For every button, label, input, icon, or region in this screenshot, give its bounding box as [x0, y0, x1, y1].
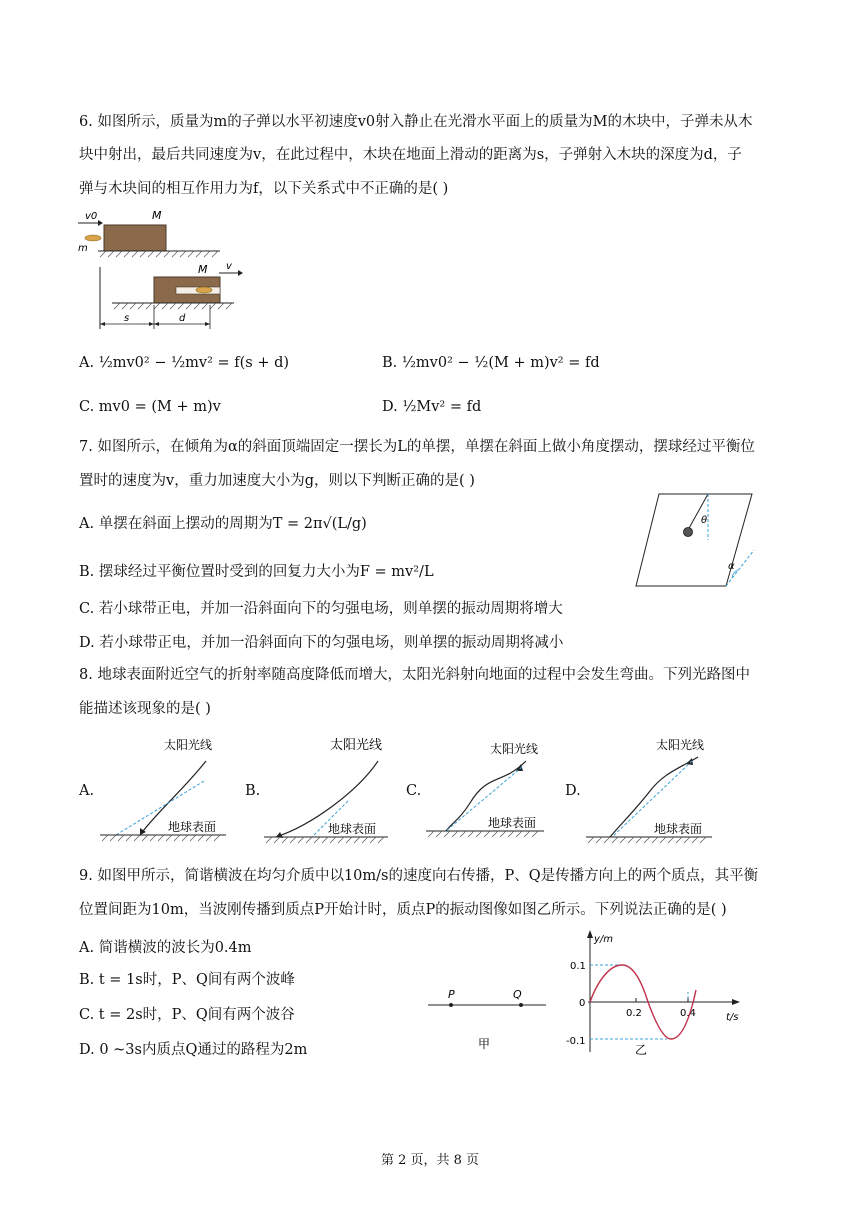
q8-b-ground-label: 地球表面 — [328, 822, 377, 836]
q6-stem-line1: 6. 如图所示，质量为m的子弹以水平初速度v0射入静止在光滑水平面上的质量为M的木块中，子弹未从木 — [79, 114, 753, 130]
q9-figure-yi — [560, 928, 746, 1058]
q8-option-a-letter[interactable]: A. — [79, 783, 95, 799]
q6-option-a[interactable]: A. ½mv0² − ½mv² = f(s + d) — [79, 355, 290, 371]
q6-label-M-top: M — [152, 209, 162, 222]
q8-option-d-letter[interactable]: D. — [565, 783, 581, 799]
q9-label-P: P — [448, 988, 455, 1001]
q9-x-tick-02: 0.2 — [626, 1008, 642, 1019]
q9-y-tick-top: 0.1 — [570, 961, 586, 972]
q9-x-tick-04: 0.4 — [680, 1008, 696, 1019]
q9-option-b[interactable]: B. t = 1s时，P、Q间有两个波峰 — [79, 972, 295, 988]
q6-option-c[interactable]: C. mv0 = (M + m)v — [79, 399, 221, 415]
q8-option-b-figure[interactable] — [262, 733, 392, 845]
q6-label-M-bottom: M — [198, 263, 208, 276]
q9-caption-jia: 甲 — [478, 1037, 491, 1051]
q8-option-c-figure[interactable] — [422, 733, 552, 845]
q6-figure — [76, 207, 246, 335]
q7-option-c[interactable]: C. 若小球带正电，并加一沿斜面向下的匀强电场，则单摆的振动周期将增大 — [79, 601, 563, 617]
q9-point-P — [449, 1003, 453, 1007]
q8-a-ground-label: 地球表面 — [168, 820, 217, 834]
q6-bullet-top — [85, 235, 101, 241]
q6-stem-line3: 弹与木块间的相互作用力为f，以下关系式中不正确的是( ) — [79, 181, 449, 197]
q6-label-v0: v0 — [85, 211, 98, 222]
q8-option-d-figure[interactable] — [582, 733, 722, 845]
q9-option-a[interactable]: A. 简谐横波的波长为0.4m — [79, 940, 252, 956]
q7-pendulum-ball — [684, 528, 693, 537]
q7-option-b[interactable]: B. 摆球经过平衡位置时受到的回复力大小为F = mv²/L — [79, 564, 434, 580]
q9-figure-jia — [426, 980, 550, 1052]
q9-point-Q — [519, 1003, 523, 1007]
q7-stem-line1: 7. 如图所示，在倾角为α的斜面顶端固定一摆长为L的单摆，单摆在斜面上做小角度摆动，摆球经过平衡位 — [79, 439, 755, 455]
q7-option-d[interactable]: D. 若小球带正电，并加一沿斜面向下的匀强电场，则单摆的振动周期将减小 — [79, 635, 564, 651]
q6-label-m: m — [78, 243, 88, 254]
q9-option-d[interactable]: D. 0 ~3s内质点Q通过的路程为2m — [79, 1042, 308, 1058]
q9-stem-line1: 9. 如图甲所示，简谐横波在均匀介质中以10m/s的速度向右传播，P、Q是传播方向上的两个质点，其平衡 — [79, 868, 759, 884]
q6-bullet-bottom — [196, 287, 212, 293]
q7-label-theta: θ — [701, 515, 708, 526]
q9-y-axis-label: y/m — [594, 934, 614, 945]
q6-label-s: s — [124, 313, 130, 324]
q8-b-sun-label: 太阳光线 — [330, 738, 383, 753]
q8-c-sun-label: 太阳光线 — [490, 742, 539, 756]
q9-x-axis-label: t/s — [726, 1012, 739, 1023]
q6-option-b[interactable]: B. ½mv0² − ½(M + m)v² = fd — [382, 355, 600, 371]
q8-stem-line2: 能描述该现象的是( ) — [79, 701, 211, 717]
q9-label-Q: Q — [513, 988, 522, 1001]
q6-label-d: d — [179, 313, 186, 324]
q9-y-tick-bottom: -0.1 — [566, 1036, 586, 1047]
q6-stem-line2: 块中射出，最后共同速度为v，在此过程中，木块在地面上滑动的距离为s，子弹射入木块的深度为d，子 — [79, 147, 742, 163]
q9-stem-line2: 位置间距为10m，当波刚传播到质点P开始计时，质点P的振动图像如图乙所示。下列说法正确的是( ) — [79, 902, 727, 918]
q8-option-b-letter[interactable]: B. — [245, 783, 261, 799]
q7-option-a[interactable]: A. 单摆在斜面上摆动的周期为T = 2π√(L/g) — [79, 516, 367, 532]
q8-option-a-figure[interactable] — [96, 733, 244, 845]
q8-stem-line1: 8. 地球表面附近空气的折射率随高度降低而增大，太阳光斜射向地面的过程中会发生弯曲。下列光路图中 — [79, 667, 750, 683]
q9-option-c[interactable]: C. t = 2s时，P、Q间有两个波谷 — [79, 1007, 295, 1023]
page-footer: 第 2 页，共 8 页 — [380, 1153, 480, 1168]
q7-label-alpha: α — [728, 561, 735, 572]
q9-y-tick-zero: 0 — [579, 998, 586, 1009]
q7-figure — [634, 490, 756, 590]
q8-a-sun-label: 太阳光线 — [164, 738, 213, 752]
q9-caption-yi: 乙 — [635, 1043, 648, 1057]
q8-option-c-letter[interactable]: C. — [406, 783, 422, 799]
q8-c-ground-label: 地球表面 — [488, 816, 537, 830]
q6-option-d[interactable]: D. ½Mv² = fd — [382, 399, 482, 415]
q8-d-ground-label: 地球表面 — [654, 822, 703, 836]
q8-d-sun-label: 太阳光线 — [656, 738, 705, 752]
q6-block-top — [104, 225, 166, 251]
q7-stem-line2: 置时的速度为v，重力加速度大小为g，则以下判断正确的是( ) — [79, 473, 475, 489]
q6-label-v: v — [226, 261, 232, 272]
